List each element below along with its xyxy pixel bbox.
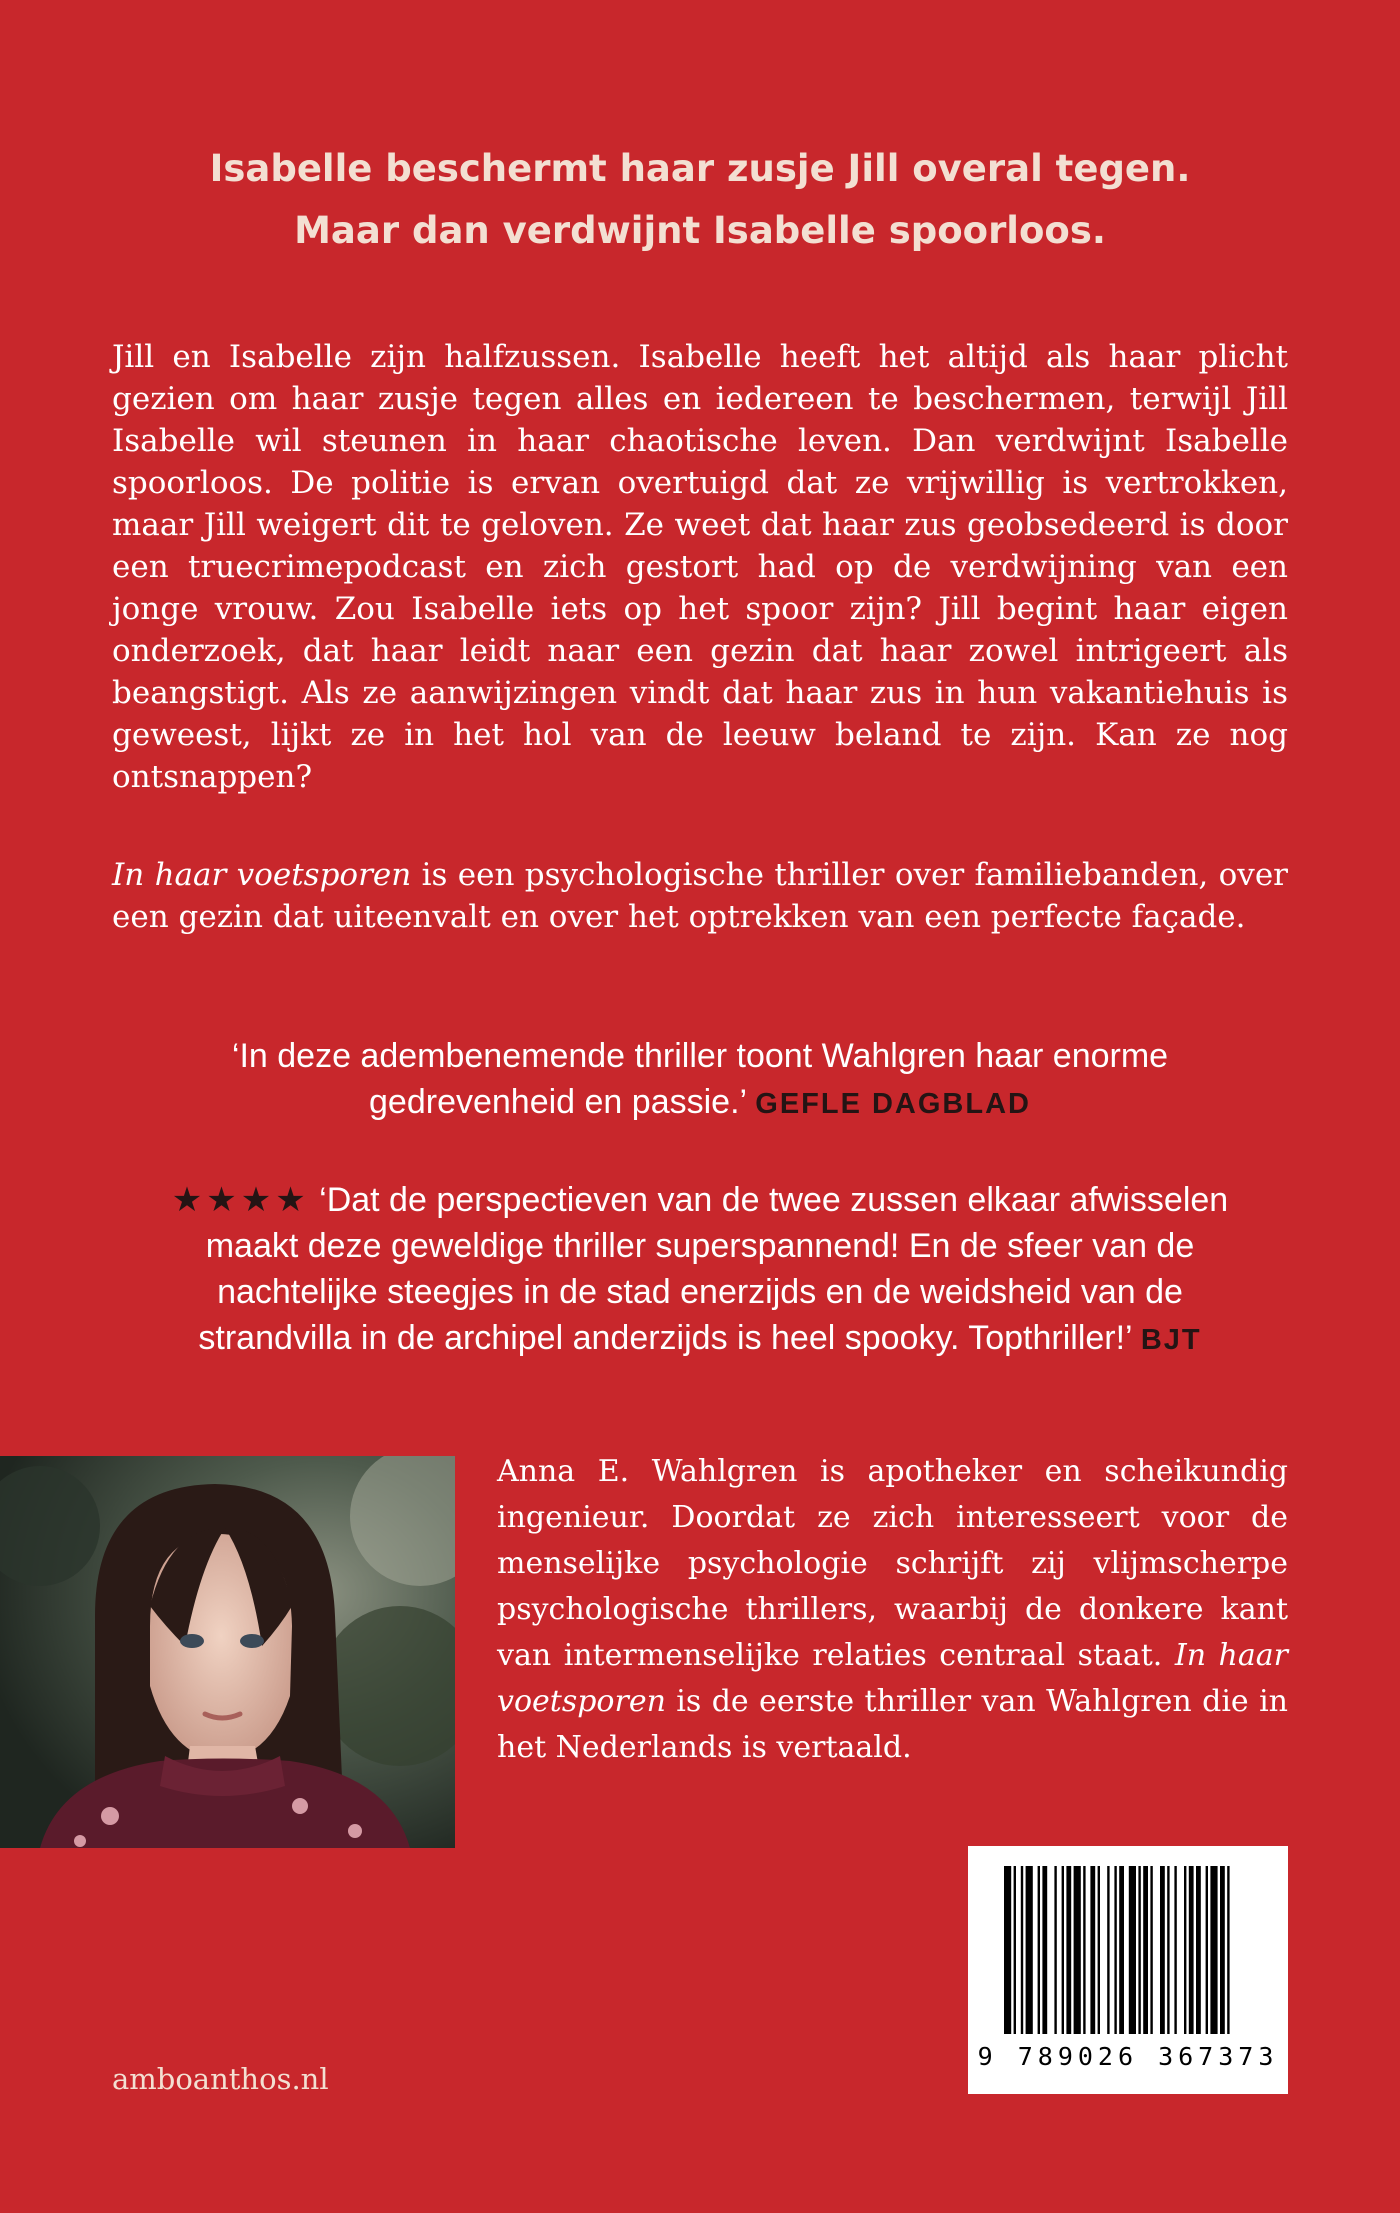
synopsis-closing-paragraph <box>112 854 1288 938</box>
author-bio-text-end: is de eerste thriller van Wahlgren die in het Nederlands is vertaald. <box>497 1684 1288 1765</box>
tagline-line-2: Maar dan verdwijnt Isabelle spoorloos. <box>294 209 1106 252</box>
review-quote-2 <box>0 1177 1400 1363</box>
isbn-barcode <box>968 1846 1288 2094</box>
book-title: In haar voetsporen <box>112 857 412 893</box>
review-source: GEFLE DAGBLAD <box>755 1088 1031 1120</box>
author-bio-book-title: In haar voetsporen <box>497 1638 1288 1719</box>
isbn-number: 9 789026 367373 <box>977 2042 1279 2071</box>
review-quote-text: ‘Dat de perspectieven van de twee zussen elkaar afwisselen maakt deze geweldige thriller superspannend! En de sfeer van de nachtelijke steegjes in de stad enerzijds en de weidsheid van de strandvilla in de archipel anderzijds is heel spooky. Topthriller!’ <box>198 1181 1229 1357</box>
star-rating-icon: ★★★★ <box>171 1181 310 1219</box>
barcode-bars-icon <box>968 1846 1288 2046</box>
publisher-website[interactable]: amboanthos.nl <box>112 2062 329 2096</box>
tagline-line-1: Isabelle beschermt haar zusje Jill overal tegen. <box>209 147 1191 190</box>
review-quote-1 <box>0 1033 1400 1127</box>
author-bio-text: Anna E. Wahlgren is apotheker en scheikundig ingenieur. Doordat ze zich interesseert voor de menselijke psychologie schrijft zij vlijmscherpe psychologische thrillers, waarbij de donkere kant van intermenselijke relaties centraal staat. <box>497 1454 1288 1673</box>
review-quote-text: ‘In deze adembenemende thriller toont Wahlgren haar enorme gedrevenheid en passie.’ <box>231 1037 1169 1121</box>
author-portrait-illustration <box>0 1456 455 1848</box>
synopsis-paragraph: Jill en Isabelle zijn halfzussen. Isabelle heeft het altijd als haar plicht gezien om haar zusje tegen alles en iedereen te beschermen, terwijl Jill Isabelle wil steunen in haar chaotische leven. Dan verdwijnt Isabelle spoorloos. De politie is ervan overtuigd dat ze vrijwillig is vertrokken, maar Jill weigert dit te geloven. Ze weet dat haar zus geobsedeerd is door een truecrimepodcast en zich gestort had op de verdwijning van een jonge vrouw. Zou Isabelle iets op het spoor zijn? Jill begint haar eigen onderzoek, dat haar leidt naar een gezin dat haar zowel intrigeert als beangstigt. Als ze aanwijzingen vindt dat haar zus in hun vakantiehuis is geweest, lijkt ze in het hol van de leeuw beland te zijn. Kan ze nog ontsnappen? <box>112 339 1288 795</box>
author-photo <box>0 1456 455 1848</box>
author-bio <box>497 1449 1288 1771</box>
tagline <box>0 138 1400 262</box>
synopsis-closing-text: is een psychologische thriller over familiebanden, over een gezin dat uiteenvalt en over het optrekken van een perfecte façade. <box>112 857 1288 935</box>
review-source: BJT <box>1140 1324 1202 1356</box>
